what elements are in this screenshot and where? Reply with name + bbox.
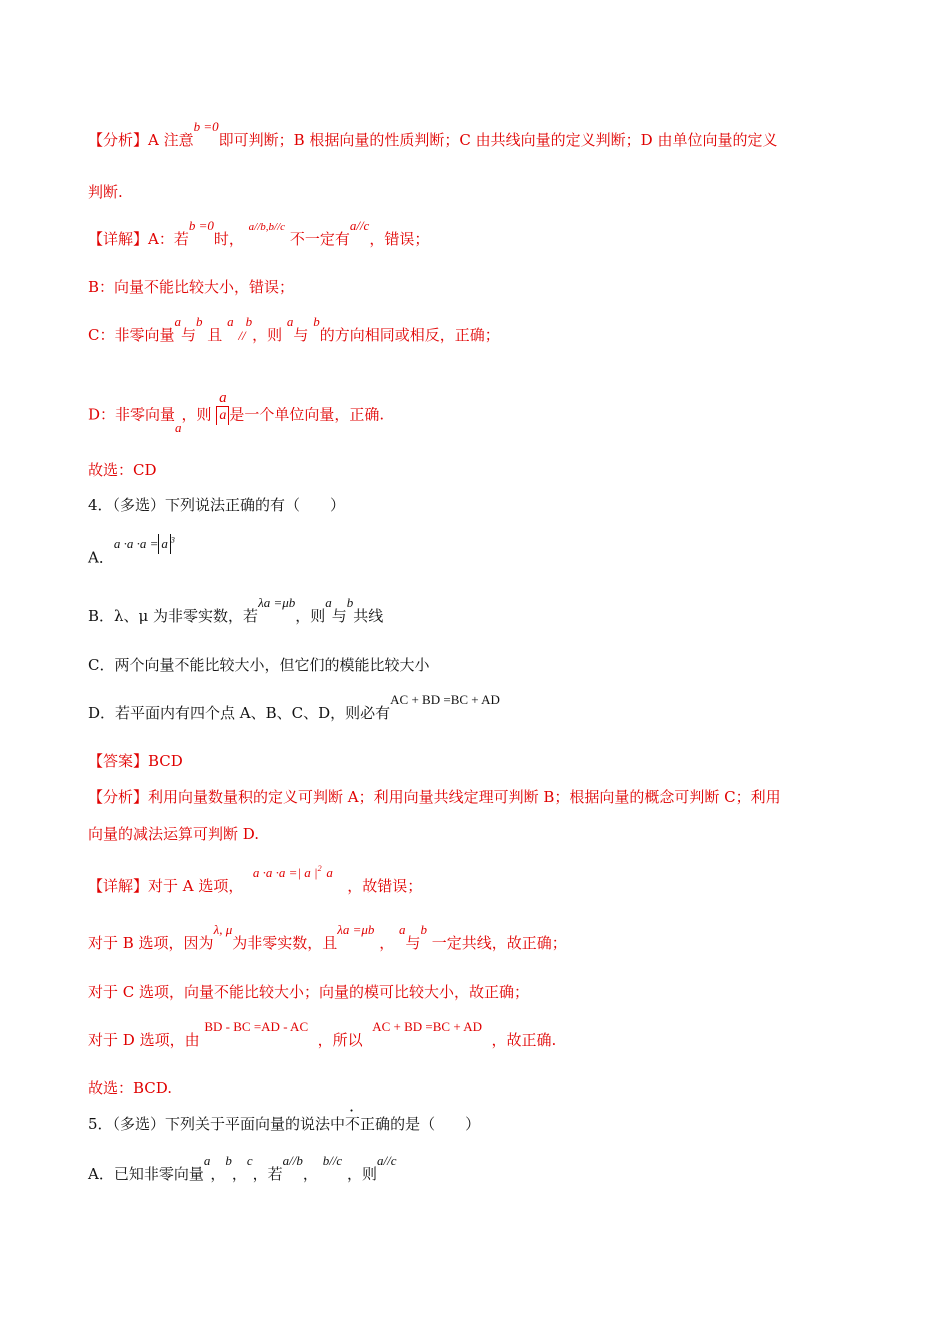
text: 的方向相同或相反，正确； — [319, 326, 500, 344]
option-4d — [88, 692, 500, 724]
math-a-parallel-c: a//c — [349, 218, 370, 233]
option-label: A． — [88, 548, 114, 567]
answer-4: 【答案】BCD — [88, 752, 183, 770]
math-b: b — [196, 314, 203, 329]
question-4-stem: 4．（多选）下列说法正确的有（ ） — [88, 496, 346, 514]
analysis-4-line-1: 【分析】利用向量数量积的定义可判断 A；利用向量共线定理可判断 B；根据向量的概念可判断 C；利用 — [88, 788, 781, 806]
text: 对于 B 选项，因为 — [88, 934, 214, 952]
math-a-parallel-c: a//c — [377, 1153, 397, 1168]
math-a-parallel-b: a//b — [282, 1153, 303, 1168]
emphasis-text: 不正确 — [345, 1115, 391, 1133]
unit-vector-fraction — [216, 390, 229, 425]
math-a: a — [326, 865, 333, 880]
text: ， — [231, 1165, 247, 1183]
answer-4-final: 故选：BCD. — [88, 1079, 173, 1097]
fraction-denominator: a — [216, 407, 229, 425]
text: 【详解】对于 A 选项， — [88, 877, 244, 895]
text: ，若 — [252, 1165, 283, 1183]
option-label: D．若平面内有四个点 A、B、C、D，则必有 — [88, 704, 391, 722]
text: ， — [302, 1165, 318, 1183]
text: 对于 D 选项，由 — [88, 1031, 200, 1049]
math-a: a — [203, 1153, 211, 1168]
text: 与 — [405, 934, 421, 952]
math-exponent: 3 — [170, 536, 175, 545]
math-abs: a — [158, 534, 171, 554]
option-4a — [88, 536, 175, 568]
text: 的是（ ） — [390, 1115, 481, 1133]
text: 为非零实数，且 — [232, 934, 338, 952]
math-b-parallel-c: b//c — [322, 1153, 343, 1168]
math-c: c — [246, 1153, 253, 1168]
text: ，则 — [295, 607, 326, 625]
text: 与 — [331, 607, 347, 625]
detail-d — [88, 390, 385, 435]
analysis-line-1 — [88, 119, 778, 151]
text: ，则 — [346, 1165, 377, 1183]
text: 一定共线，故正确； — [431, 934, 567, 952]
text: ， — [210, 1165, 226, 1183]
math-a: a — [175, 419, 182, 435]
math-a: a — [227, 314, 234, 329]
text: 时， — [213, 230, 244, 248]
text: ，所以 — [317, 1031, 363, 1049]
detail-4c: 对于 C 选项，向量不能比较大小；向量的模可比较大小，故正确； — [88, 983, 530, 1001]
math-b: b — [346, 595, 354, 610]
option-label: B．λ、μ 为非零实数，若 — [88, 607, 259, 625]
math-a: a — [286, 314, 294, 329]
question-5-stem — [88, 1114, 480, 1134]
math-b-zero: b =0 — [193, 119, 219, 134]
text: 与 — [293, 326, 309, 344]
math-exponent: 2 — [317, 864, 322, 873]
text: ，错误； — [369, 230, 430, 248]
analysis-line-2: 判断. — [88, 183, 123, 201]
text: 是一个单位向量，正确. — [229, 405, 385, 424]
option-4c: C．两个向量不能比较大小，但它们的模能比较大小 — [88, 656, 430, 674]
math-parallel: // — [238, 328, 246, 343]
text: 且 — [207, 326, 223, 344]
math-lambda-a: λa =μb — [258, 595, 296, 610]
text: A．已知非零向量 — [88, 1165, 204, 1183]
text: D：非零向量 — [88, 405, 176, 424]
text: ，故错误； — [347, 877, 423, 895]
math-b: b — [225, 1153, 232, 1168]
detail-a — [88, 218, 430, 251]
text: ，故正确. — [491, 1031, 557, 1049]
detail-b: B：向量不能比较大小，错误； — [88, 278, 295, 296]
text: 5．（多选）下列关于平面向量的说法中 — [88, 1115, 346, 1133]
math-a: a — [399, 922, 406, 937]
math-expression: a ·a ·a = — [113, 536, 159, 552]
detail-4d — [88, 1019, 557, 1051]
option-4b — [88, 595, 384, 627]
analysis-text: 即可判断；B 根据向量的性质判断；C 由共线向量的定义判断；D 由单位向量的定义 — [218, 131, 778, 149]
detail-prefix: 【详解】A：若 — [88, 230, 189, 248]
detail-c — [88, 314, 500, 346]
analysis-prefix: 【分析】A 注意 — [88, 131, 194, 149]
text: ，则 — [252, 326, 283, 344]
math-lambda-a: λa =μb — [337, 922, 375, 937]
math-vector-equation: AC + BD =BC + AD — [372, 1019, 482, 1034]
fraction-numerator: a — [216, 390, 229, 407]
math-b: b — [420, 922, 428, 937]
math-expression: a ·a ·a =| a | — [252, 865, 318, 880]
math-b: b — [245, 314, 253, 329]
text: ， — [379, 934, 395, 952]
text: ，则 — [181, 405, 212, 424]
text: 不一定有 — [289, 230, 350, 248]
math-a: a — [174, 314, 181, 329]
text: 共线 — [353, 607, 384, 625]
math-vector-equation: BD - BC =AD - AC — [204, 1019, 309, 1034]
option-5a — [88, 1153, 397, 1185]
text: C：非零向量 — [88, 326, 175, 344]
math-lambda-mu: λ, μ — [213, 922, 233, 937]
detail-4b — [88, 922, 567, 954]
math-b-zero: b =0 — [188, 218, 214, 233]
analysis-4-line-2: 向量的减法运算可判断 D. — [88, 825, 260, 843]
math-parallel: a//b,b//c — [248, 221, 286, 233]
detail-4a — [88, 864, 423, 897]
answer-3: 故选：CD — [88, 461, 157, 479]
text: 与 — [180, 326, 196, 344]
math-a: a — [325, 595, 332, 610]
math-b: b — [313, 314, 320, 329]
math-vector-equation: AC + BD =BC + AD — [390, 692, 500, 707]
